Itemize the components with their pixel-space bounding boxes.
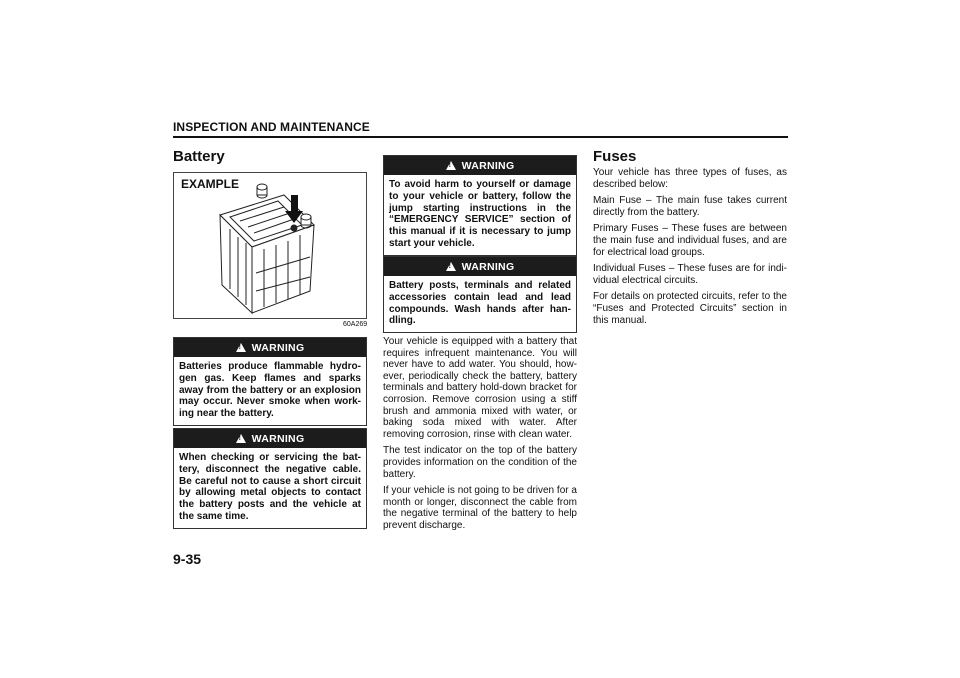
battery-body-text: [383, 336, 577, 537]
paragraph: For details on protected circuits, refer to the “Fuses and Protected Circuits” section in this manual.: [593, 291, 787, 326]
figure-label: EXAMPLE: [181, 177, 240, 191]
warning-box: [173, 428, 367, 529]
warning-icon: [236, 343, 246, 352]
battery-heading: Battery: [173, 148, 225, 165]
warning-title: WARNING: [461, 159, 515, 172]
paragraph: If your vehicle is not going to be driven for a month or longer, disconnect the cable from the negative terminal of the battery to help prevent discharge.: [383, 485, 577, 531]
warning-box: [173, 337, 367, 426]
warning-box: [383, 256, 577, 333]
paragraph: Individual Fuses – These fuses are for indi-vidual electrical circuits.: [593, 263, 787, 286]
warning-icon: [446, 161, 456, 170]
warning-text: Batteries produce flammable hydro-gen gas. Keep flames and sparks away from the battery or an explosion may occur. Never smoke when work-ing near the battery.: [179, 361, 361, 420]
warning-text: Battery posts, terminals and related accessories contain lead and lead compounds. Wash hands after han-dling.: [389, 280, 571, 327]
warning-header: [174, 338, 366, 357]
paragraph: Primary Fuses – These fuses are between the main fuse and individual fuses, and are for electrical load groups.: [593, 223, 787, 258]
warning-icon: [446, 262, 456, 271]
battery-figure: [173, 172, 367, 319]
warning-box: [383, 155, 577, 256]
warning-text: When checking or servicing the bat-tery, disconnect the negative cable. Be careful not to cause a short circuit by allowing metal objects to contact the battery posts and the vehicle at the same time.: [179, 452, 361, 522]
warning-title: WARNING: [251, 341, 305, 354]
warning-header: [174, 429, 366, 448]
battery-illustration: [174, 173, 366, 318]
page-header-title: INSPECTION AND MAINTENANCE: [173, 120, 370, 134]
warning-icon: [236, 434, 246, 443]
header-rule: [173, 136, 788, 138]
paragraph: Your vehicle has three types of fuses, as described below:: [593, 167, 787, 190]
figure-code: 60A269: [343, 321, 368, 328]
paragraph: The test indicator on the top of the battery provides information on the condition of the battery.: [383, 445, 577, 480]
warning-title: WARNING: [251, 432, 305, 445]
warning-text: To avoid harm to yourself or damage to your vehicle or battery, follow the jump starting instructions in the “EMERGENCY SERVICE” section of this manual if it is necessary to jump start your vehicle.: [389, 179, 571, 249]
page-number: 9-35: [173, 551, 202, 567]
fuses-body-text: [593, 167, 787, 331]
warning-header: [384, 257, 576, 276]
warning-header: [384, 156, 576, 175]
fuses-heading: Fuses: [593, 148, 637, 165]
warning-title: WARNING: [461, 260, 515, 273]
paragraph: Your vehicle is equipped with a battery that requires infrequent maintenance. You will never have to add water. You should, how-ever, periodically check the battery, battery terminals and battery hold-down bracket for corrosion. Remove corrosion using a stiff brush and ammonia mixed with water, or baking soda mixed with water. After removing corrosion, rinse with clean water.: [383, 336, 577, 440]
paragraph: Main Fuse – The main fuse takes current directly from the battery.: [593, 195, 787, 218]
